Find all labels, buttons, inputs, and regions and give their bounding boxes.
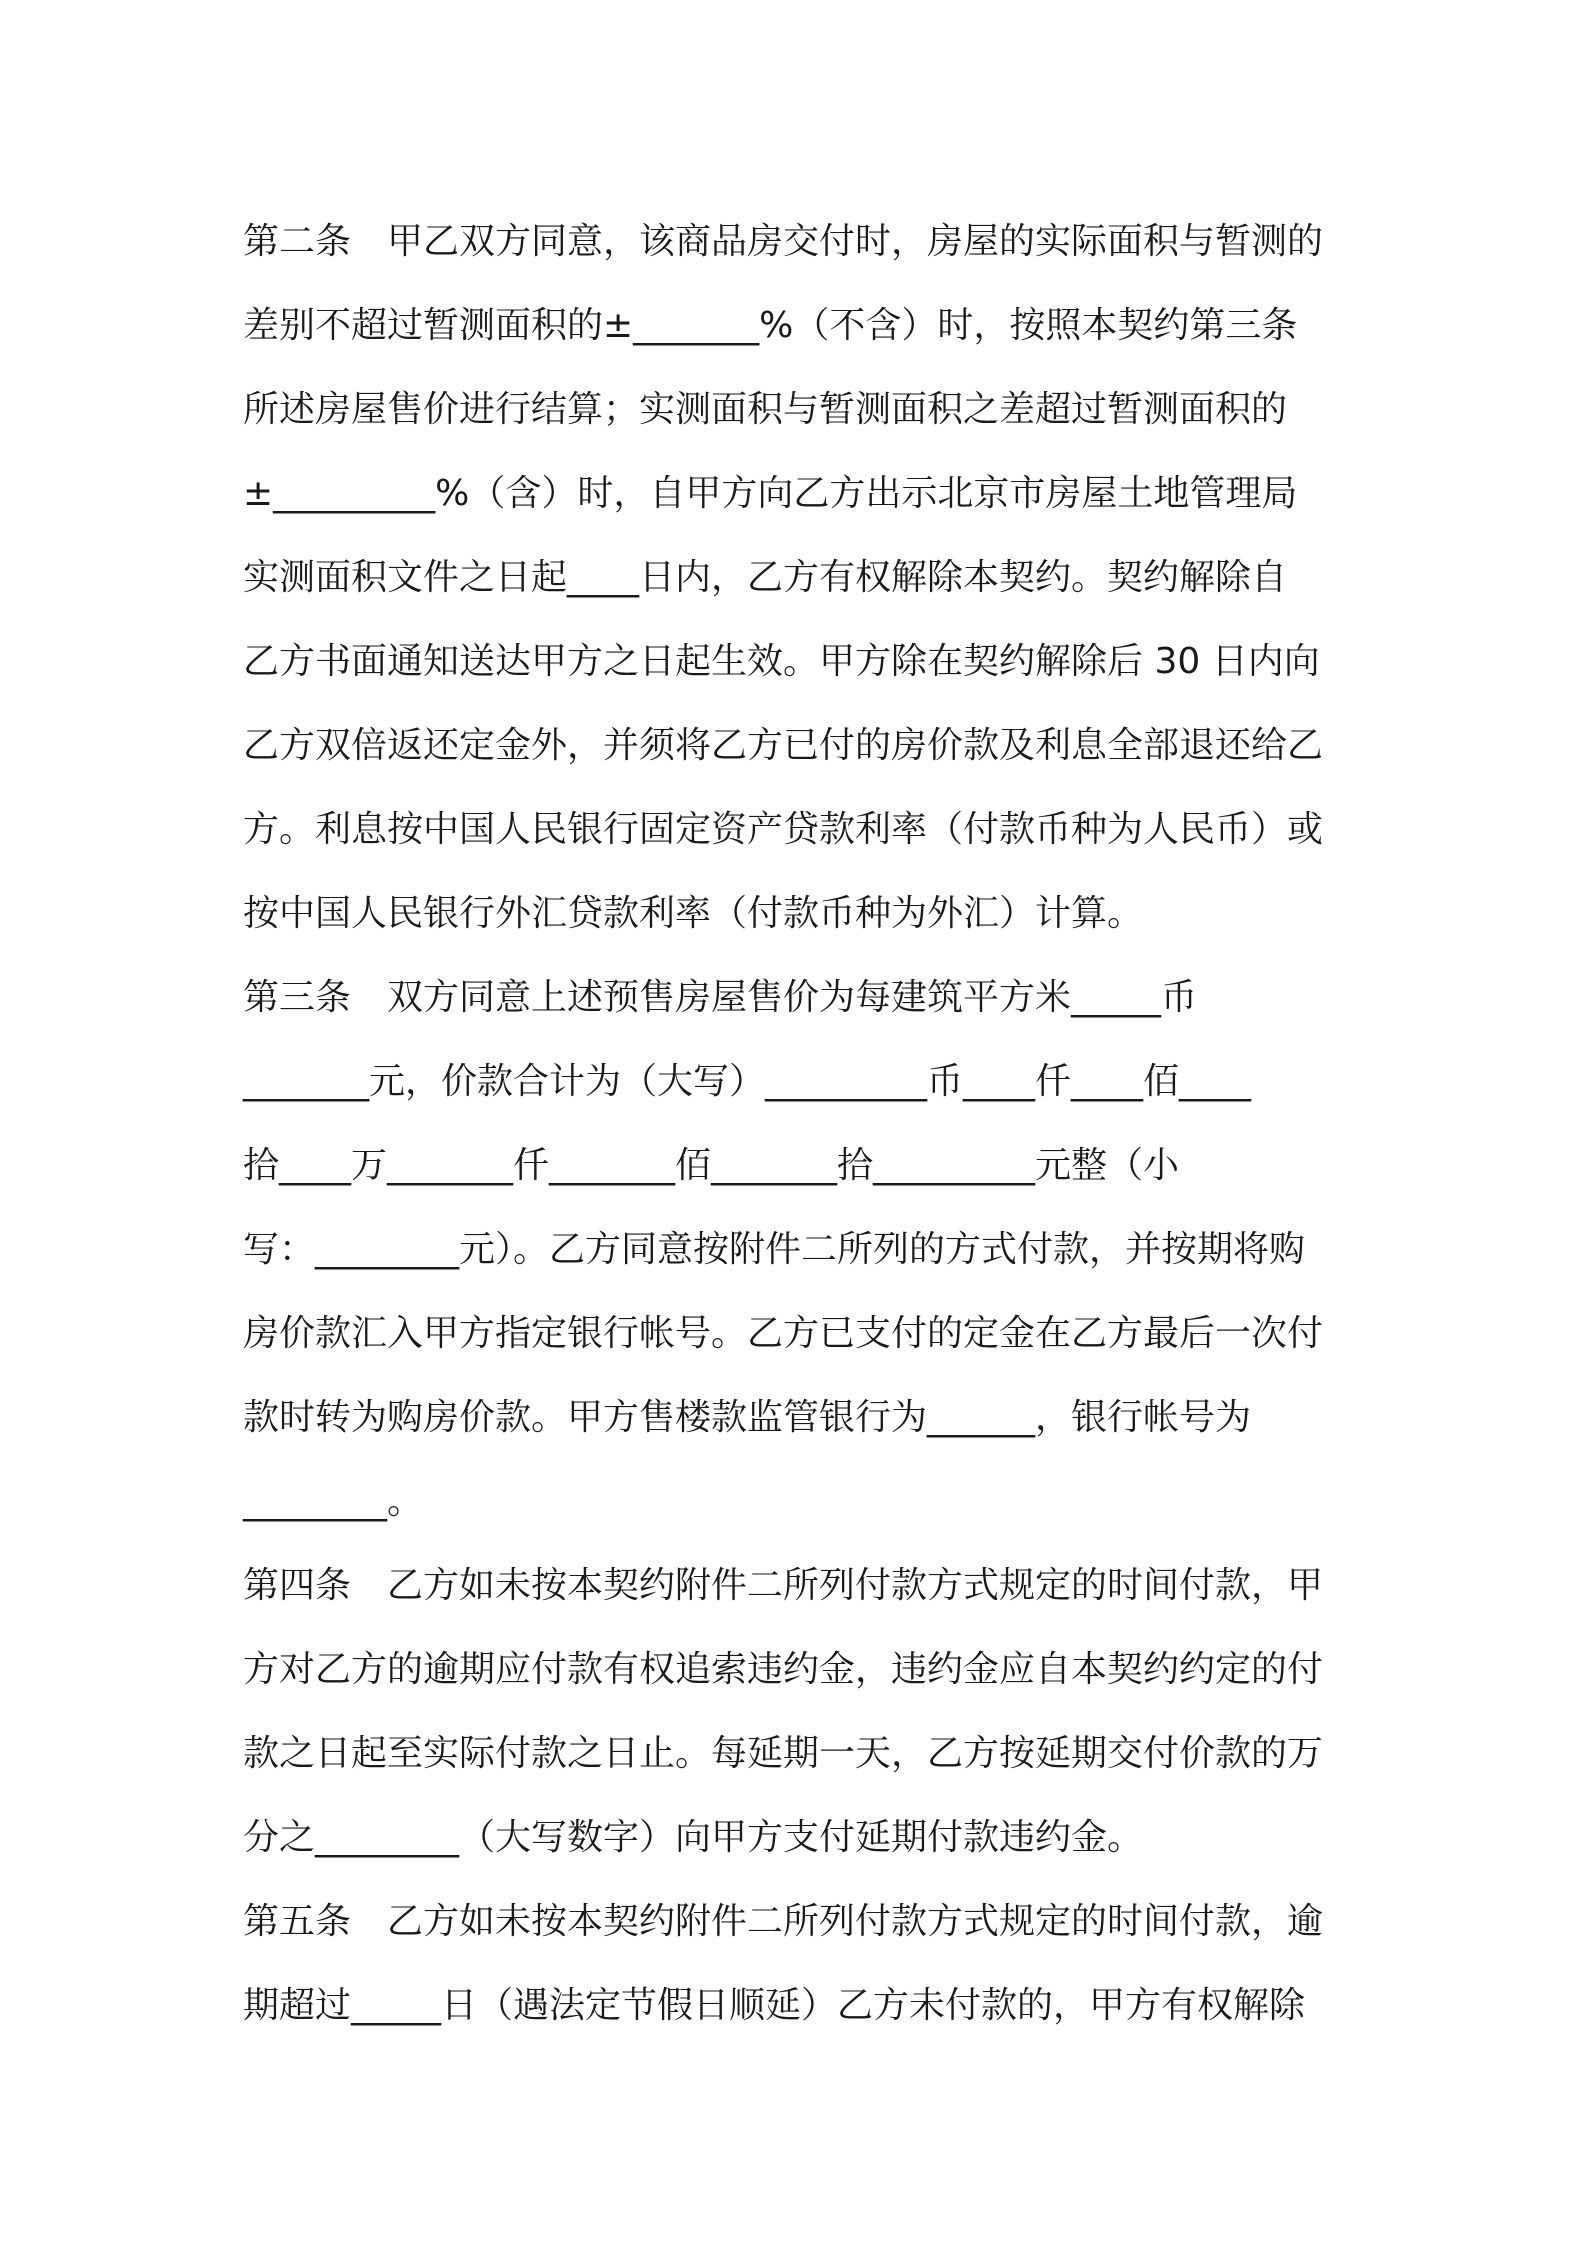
text-line: 拾____万_______仟_______佰_______拾_________元整（小 — [243, 1145, 1180, 1186]
contract-text — [243, 200, 1355, 2048]
text-line: 房价款汇入甲方指定银行帐号。乙方已支付的定金在乙方最后一次付 — [243, 1313, 1324, 1354]
text-line: 款之日起至实际付款之日止。每延期一天，乙方按延期交付价款的万 — [243, 1733, 1324, 1774]
text-line: 第二条 甲乙双方同意，该商品房交付时，房屋的实际面积与暂测的 — [243, 221, 1324, 262]
text-line: ±_________%（含）时，自甲方向乙方出示北京市房屋土地管理局 — [243, 473, 1298, 514]
text-line: 方对乙方的逾期应付款有权追索违约金，违约金应自本契约约定的付 — [243, 1649, 1324, 1690]
text-line: 方。利息按中国人民银行固定资产贷款利率（付款币种为人民币）或 — [243, 809, 1324, 850]
text-line: 期超过_____日（遇法定节假日顺延）乙方未付款的，甲方有权解除 — [243, 1985, 1306, 2026]
text-line: 款时转为购房价款。甲方售楼款监管银行为______，银行帐号为 — [243, 1397, 1252, 1438]
text-line: 实测面积文件之日起____日内，乙方有权解除本契约。契约解除自 — [243, 557, 1288, 598]
text-line: 写：________元）。乙方同意按附件二所列的方式付款，并按期将购 — [243, 1229, 1306, 1270]
text-line: 第三条 双方同意上述预售房屋售价为每建筑平方米_____币 — [243, 977, 1198, 1018]
text-line: 第四条 乙方如未按本契约附件二所列付款方式规定的时间付款，甲 — [243, 1565, 1324, 1606]
text-line: 差别不超过暂测面积的±_______%（不含）时，按照本契约第三条 — [243, 305, 1298, 346]
text-line: _______元，价款合计为（大写）_________币____仟____佰____ — [243, 1061, 1252, 1102]
text-line: 乙方双倍返还定金外，并须将乙方已付的房价款及利息全部退还给乙 — [243, 725, 1324, 766]
text-line: 按中国人民银行外汇贷款利率（付款币种为外汇）计算。 — [243, 893, 1144, 934]
text-line: 分之________（大写数字）向甲方支付延期付款违约金。 — [243, 1817, 1144, 1858]
text-line: ________。 — [243, 1481, 424, 1522]
text-line: 第五条 乙方如未按本契约附件二所列付款方式规定的时间付款，逾 — [243, 1901, 1324, 1942]
text-line: 所述房屋售价进行结算；实测面积与暂测面积之差超过暂测面积的 — [243, 389, 1288, 430]
text-line: 乙方书面通知送达甲方之日起生效。甲方除在契约解除后 30 日内向 — [243, 641, 1320, 682]
